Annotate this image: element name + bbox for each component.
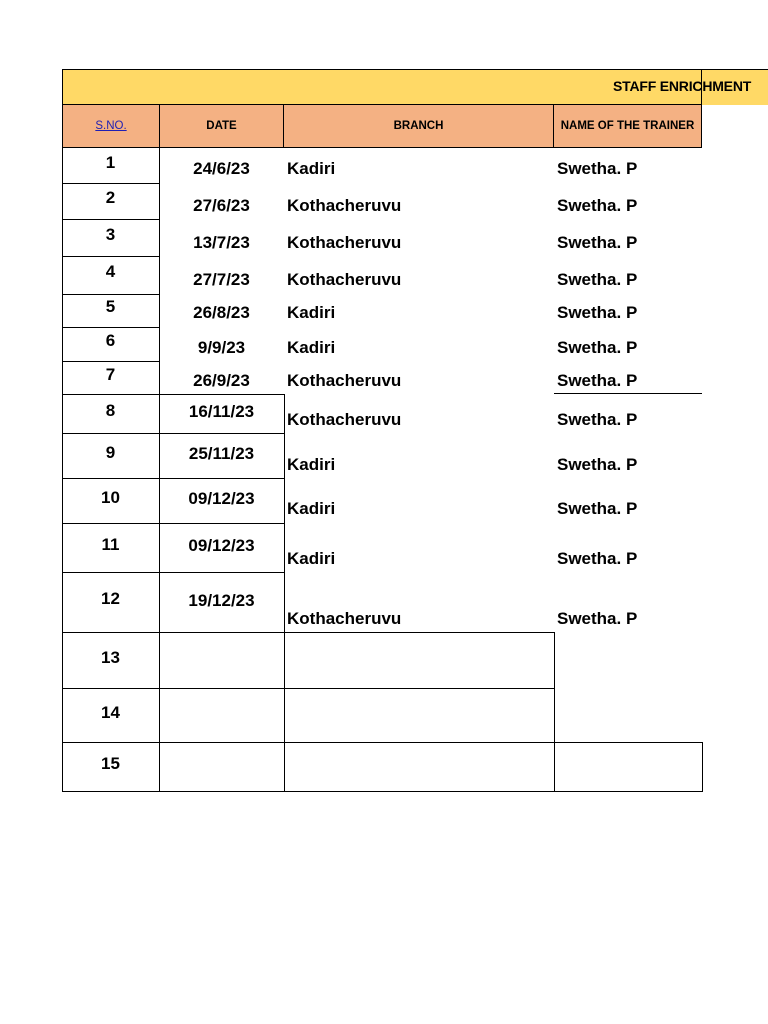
trainer-cell: Swetha. P (557, 549, 638, 568)
date-row-line (159, 523, 285, 524)
date-row-line (159, 572, 285, 573)
date-cell: 16/11/23 (188, 402, 255, 421)
sno-row-line (62, 294, 160, 295)
sno-cell: 4 (105, 262, 116, 281)
branch-cell: Kadiri (287, 303, 336, 322)
date-cell: 24/6/23 (193, 159, 250, 178)
date-row-line (159, 433, 285, 434)
header-sno-link[interactable]: S.NO. (62, 104, 160, 148)
sno-row-line (62, 183, 160, 184)
date-cell: 27/7/23 (193, 270, 250, 289)
sno-cell: 8 (105, 401, 116, 420)
branch-cell (284, 647, 554, 669)
sno-cell: 14 (101, 703, 120, 722)
trainer-cell: Swetha. P (557, 159, 638, 178)
date-cell: 09/12/23 (188, 536, 255, 555)
branch-cell: Kadiri (287, 499, 336, 518)
trainer-cell (554, 702, 702, 724)
date-row-line (159, 632, 285, 633)
date-cell: 19/12/23 (188, 591, 255, 610)
date-row-line (159, 394, 285, 395)
date-cell: 26/8/23 (193, 303, 250, 322)
sno-row-line (62, 742, 160, 743)
trainer-row15-right (702, 742, 703, 792)
sno-bottom-line (62, 791, 160, 792)
branch-row-line (284, 742, 555, 743)
sno-row-line (62, 688, 160, 689)
branch-cell (284, 702, 554, 724)
branch-cell: Kadiri (287, 455, 336, 474)
sno-row-line (62, 572, 160, 573)
sno-cell: 1 (105, 153, 116, 172)
trainer-cell: Swetha. P (557, 303, 638, 322)
trainer-cell: Swetha. P (557, 455, 638, 474)
sno-row-line (62, 394, 160, 395)
branch-cell: Kothacheruvu (287, 371, 402, 390)
trainer-cell (554, 753, 702, 775)
trainer-cell: Swetha. P (557, 270, 638, 289)
branch-cell: Kadiri (287, 159, 336, 178)
date-cell (159, 647, 284, 669)
trainer-cell: Swetha. P (557, 233, 638, 252)
date-row-line (159, 478, 285, 479)
trainer-cell: Swetha. P (557, 410, 638, 429)
branch-cell: Kothacheruvu (287, 410, 402, 429)
trainer-row15-bottom (554, 791, 703, 792)
sno-cell: 13 (101, 648, 120, 667)
sno-row-line (62, 478, 160, 479)
trainer-row15-top (554, 742, 703, 743)
date-cell: 09/12/23 (188, 489, 255, 508)
trainer-cell (554, 647, 702, 669)
sno-cell: 10 (101, 488, 120, 507)
branch-cell: Kothacheruvu (287, 609, 402, 628)
date-cell: 13/7/23 (193, 233, 250, 252)
trainer-row7-underline (554, 393, 702, 394)
sno-cell: 11 (101, 535, 120, 554)
sno-cell: 6 (105, 331, 116, 350)
date-cell: 26/9/23 (193, 371, 250, 390)
date-cell (159, 753, 284, 775)
header-branch: BRANCH (283, 104, 554, 148)
header-date: DATE (159, 104, 284, 148)
sno-row-line (62, 327, 160, 328)
trainer-cell: Swetha. P (557, 499, 638, 518)
sno-cell: 9 (105, 443, 116, 462)
branch-cell: Kothacheruvu (287, 233, 402, 252)
trainer-cell: Swetha. P (557, 609, 638, 628)
sno-row-line (62, 632, 160, 633)
trainer-cell: Swetha. P (557, 338, 638, 357)
date-cell: 9/9/23 (197, 338, 246, 357)
date-row-line (159, 688, 285, 689)
sno-cell: 2 (105, 188, 116, 207)
date-cell: 27/6/23 (193, 196, 250, 215)
sno-row-line (62, 433, 160, 434)
header-trainer: NAME OF THE TRAINER (553, 104, 702, 148)
sno-cell: 7 (105, 365, 116, 384)
branch-row-line (284, 632, 555, 633)
sno-row-line (62, 361, 160, 362)
sno-row-line (62, 219, 160, 220)
trainer-cell: Swetha. P (557, 196, 638, 215)
branch-row-line (284, 688, 555, 689)
branch-cell (284, 753, 554, 775)
sno-cell: 12 (101, 589, 120, 608)
sheet-title: STAFF ENRICHMENT (613, 78, 752, 94)
branch-cell: Kothacheruvu (287, 196, 402, 215)
branch-cell: Kadiri (287, 338, 336, 357)
branch-cell: Kothacheruvu (287, 270, 402, 289)
date-cell: 25/11/23 (188, 444, 255, 463)
branch-row-line (284, 791, 555, 792)
title-band (62, 69, 768, 105)
branch-cell: Kadiri (287, 549, 336, 568)
sno-row-line (62, 147, 160, 148)
date-row-line (159, 742, 285, 743)
sno-cell: 3 (105, 225, 116, 244)
date-cell (159, 702, 284, 724)
sno-cell: 15 (101, 754, 120, 773)
sno-row-line (62, 256, 160, 257)
sno-cell: 5 (105, 297, 116, 316)
date-row-line (159, 791, 285, 792)
trainer-cell: Swetha. P (557, 371, 638, 390)
sno-row-line (62, 523, 160, 524)
